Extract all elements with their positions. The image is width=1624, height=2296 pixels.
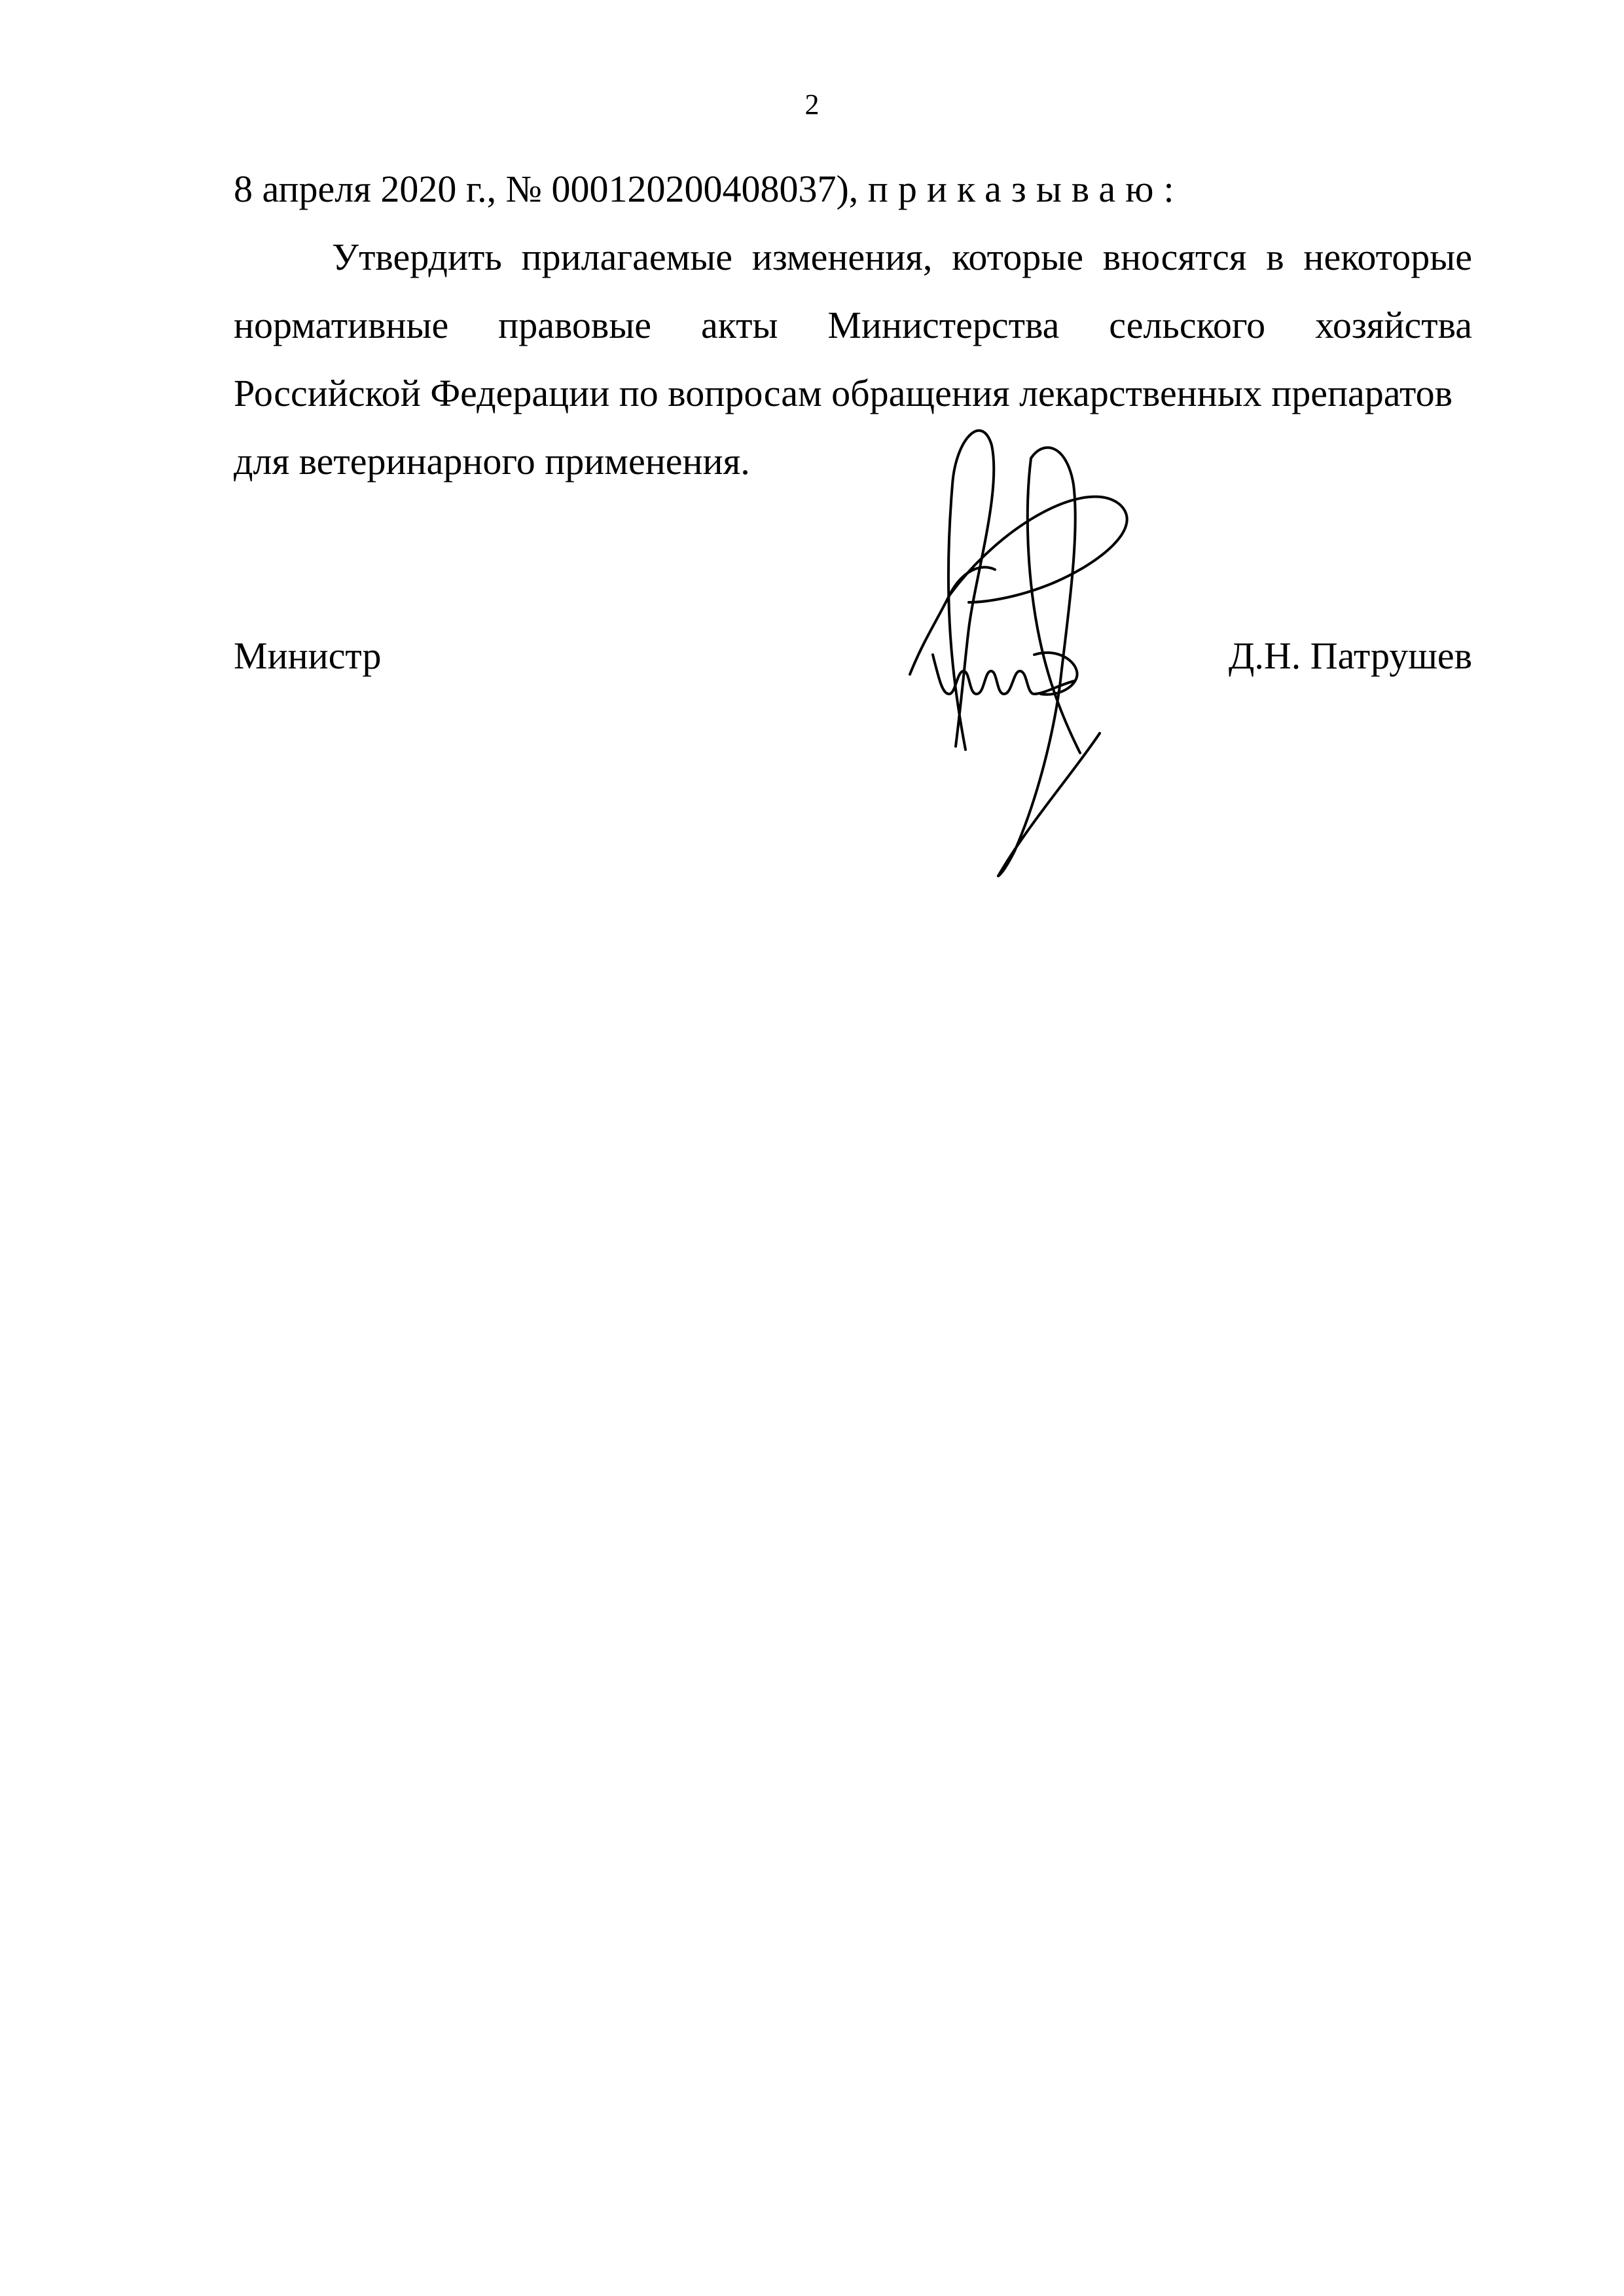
word: сельского — [1109, 304, 1266, 346]
word: которые — [952, 236, 1083, 278]
word: нормативные — [234, 304, 449, 346]
paragraph-line-2 — [234, 291, 1472, 359]
word: правовые — [498, 304, 652, 346]
word: изменения, — [751, 236, 933, 278]
main-paragraph — [234, 223, 1472, 496]
paragraph-line-3: Российской Федерации по вопросам обращения лекарственных препаратов — [234, 372, 1453, 414]
word: акты — [700, 304, 778, 346]
word: некоторые — [1303, 236, 1472, 278]
order-word: приказываю: — [867, 168, 1184, 210]
paragraph-line-1 — [234, 223, 1472, 291]
handwritten-signature — [903, 406, 1139, 877]
signatory-name: Д.Н. Патрушев — [1228, 634, 1472, 677]
word: Утвердить — [332, 236, 502, 278]
intro-text: 8 апреля 2020 г., № 000120200408037), — [234, 168, 868, 210]
word: вносятся — [1102, 236, 1247, 278]
word: хозяйства — [1315, 304, 1472, 346]
intro-line — [234, 155, 1472, 223]
word: прилагаемые — [521, 236, 733, 278]
word: Министерства — [827, 304, 1060, 346]
page-number: 2 — [804, 88, 820, 120]
signatory-position: Министр — [234, 634, 382, 677]
word: в — [1266, 236, 1284, 278]
paragraph-line-4: для ветеринарного применения. — [234, 440, 750, 483]
